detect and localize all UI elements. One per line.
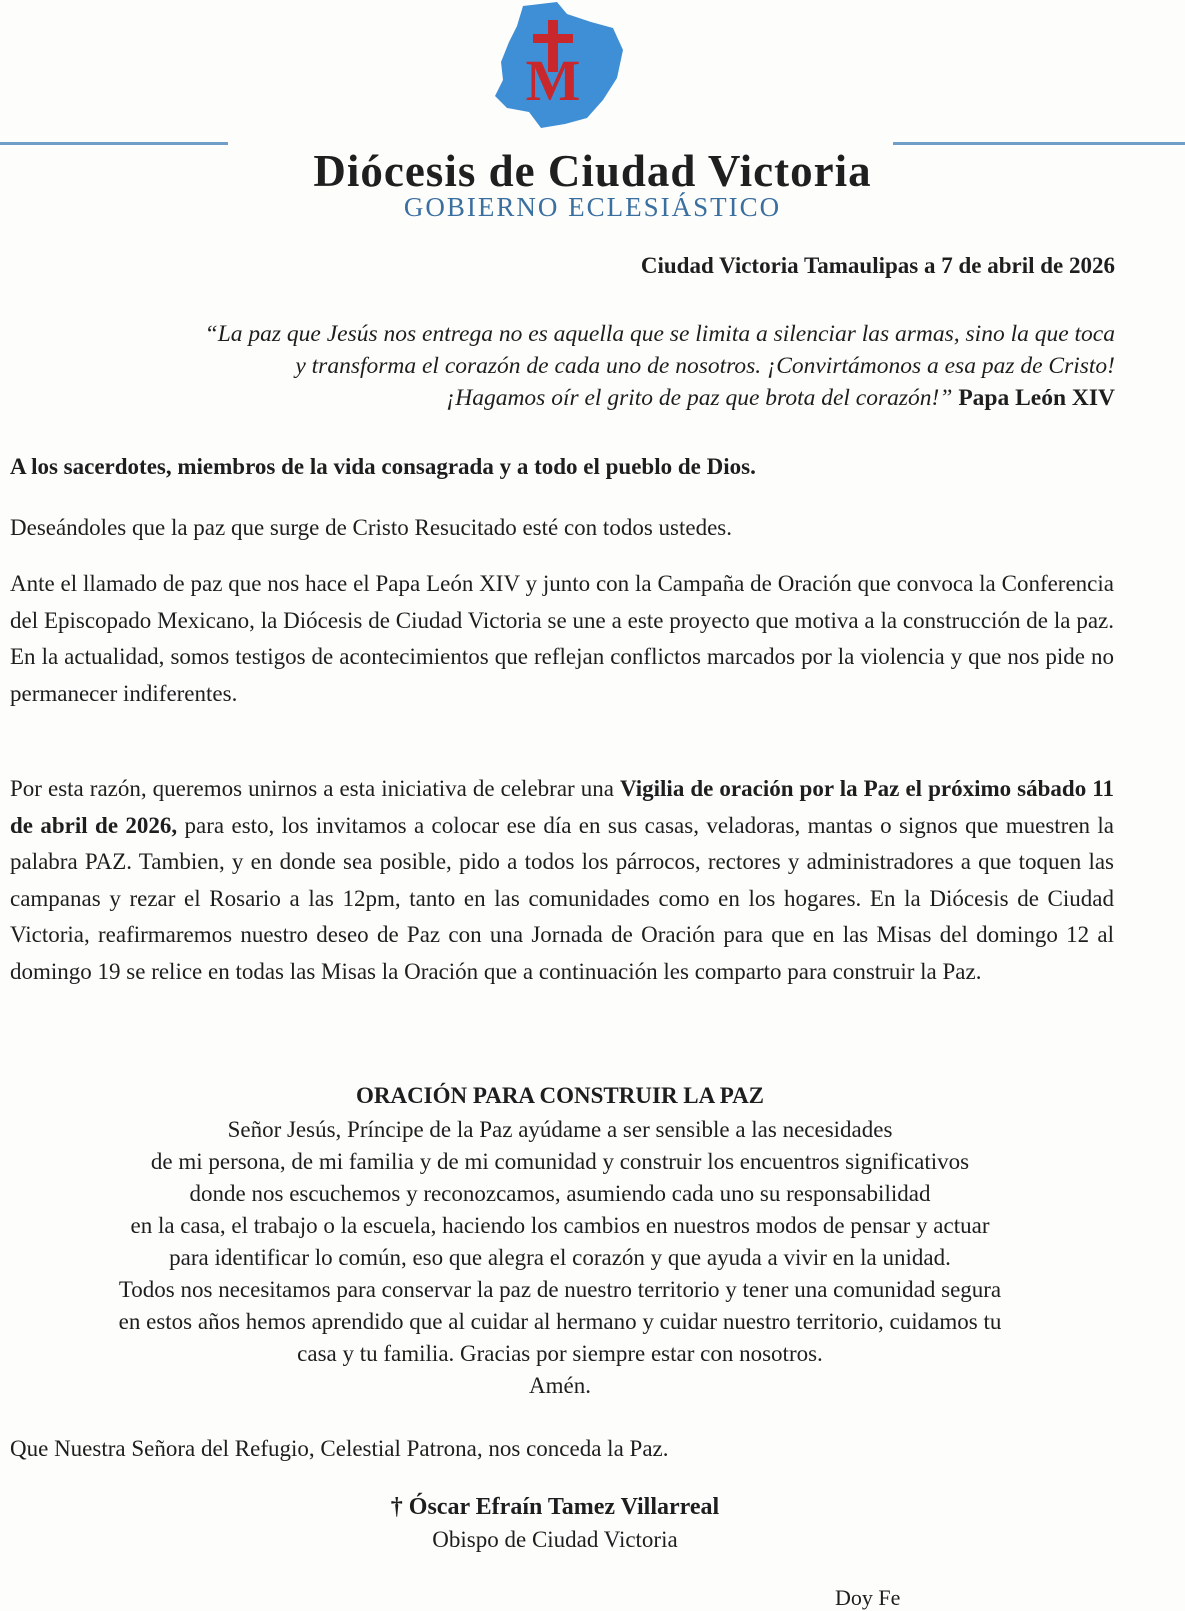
prayer-line: en la casa, el trabajo o la escuela, haciendo los cambios en nuestros modos de pensar y actuar <box>130 1213 990 1238</box>
signature-name: † Óscar Efraín Tamez Villarreal <box>390 1494 720 1520</box>
epigraph-line-1: “La paz que Jesús nos entrega no es aquella que se limita a silenciar las armas, sino la que toca <box>204 321 1115 347</box>
date-line: Ciudad Victoria Tamaulipas a 7 de abril de 2026 <box>640 253 1115 278</box>
salutation: A los sacerdotes, miembros de la vida consagrada y a todo el pueblo de Dios. <box>10 454 756 479</box>
epigraph-author: Papa León XIV <box>958 385 1115 411</box>
signature-role: Obispo de Ciudad Victoria <box>432 1527 678 1552</box>
paragraph-greeting: Deseándoles que la paz que surge de Cristo Resucitado esté con todos ustedes. <box>10 515 732 540</box>
diocese-subtitle: GOBIERNO ECLESIÁSTICO <box>403 192 782 222</box>
paragraph-context: Ante el llamado de paz que nos hace el Papa León XIV y junto con la Campaña de Oración que convoca la Conferencia del Episcopado Mexicano, la Diócesis de Ciudad Victoria se une a este proyecto que motiva a la construcción de la paz. En la actualidad, somos testigos de acontecimientos que reflejan conflictos marcados por la violencia y que nos pide no permanecer indiferentes. <box>10 571 1114 706</box>
diocese-logo <box>495 0 630 132</box>
logo-letter: M <box>525 48 581 113</box>
prayer-line: de mi persona, de mi familia y de mi comunidad y construir los encuentros significativos <box>150 1149 970 1174</box>
epigraph-line-2: y transforma el corazón de cada uno de nosotros. ¡Convirtámonos a esa paz de Cristo! <box>295 353 1115 379</box>
prayer-line: donde nos escuchemos y reconozcamos, asumiendo cada uno su responsabilidad <box>189 1181 931 1206</box>
cross-horizontal <box>533 34 573 43</box>
diocese-title: Diócesis de Ciudad Victoria <box>313 146 872 196</box>
prayer-text <box>0 1114 1120 1402</box>
vigil-highlight: Vigilia de oración por la Paz el próximo sábado 11 de abril de 2026, <box>10 776 1114 838</box>
prayer-line: en estos años hemos aprendido que al cuidar al hermano y cuidar nuestro territorio, cuidamos tu <box>118 1309 1002 1334</box>
closing-blessing: Que Nuestra Señora del Refugio, Celestial Patrona, nos conceda la Paz. <box>10 1436 669 1461</box>
paragraph-vigil <box>10 771 1114 990</box>
prayer-title: ORACIÓN PARA CONSTRUIR LA PAZ <box>355 1083 765 1108</box>
prayer-line: Señor Jesús, Príncipe de la Paz ayúdame a ser sensible a las necesidades <box>227 1117 893 1142</box>
prayer-amen: Amén. <box>529 1373 591 1398</box>
epigraph-line-3 <box>15 382 1115 414</box>
epigraph-quote <box>15 318 1115 414</box>
epigraph-line-3-text: ¡Hagamos oír el grito de paz que brota del corazón!” <box>446 385 953 411</box>
paragraph-vigil-rest: para esto, los invitamos a colocar ese día en sus casas, veladoras, mantas o signos que muestren la palabra PAZ. Tambien, y en donde sea posible, pido a todos los párrocos, rectores y administradores a que toquen las campanas y rezar el Rosario a las 12pm, tanto en las comunidades como en los hogares. En la Diócesis de Ciudad Victoria, reafirmaremos nuestro deseo de Paz con una Jornada de Oración para que en las Misas del domingo 12 al domingo 19 se relice en todas las Misas la Oración que a continuación les comparto para construir la Paz. <box>10 812 1114 984</box>
prayer-line: Todos nos necesitamos para conservar la paz de nuestro territorio y tener una comunidad segura <box>118 1277 1002 1302</box>
prayer-line: casa y tu familia. Gracias por siempre estar con nosotros. <box>297 1341 823 1366</box>
paragraph-vigil-intro: Por esta razón, queremos unirnos a esta iniciativa de celebrar una <box>10 776 620 801</box>
doy-fe-text: Doy Fe <box>835 1585 901 1610</box>
prayer-line: para identificar lo común, eso que alegra el corazón y que ayuda a vivir en la unidad. <box>169 1245 951 1270</box>
